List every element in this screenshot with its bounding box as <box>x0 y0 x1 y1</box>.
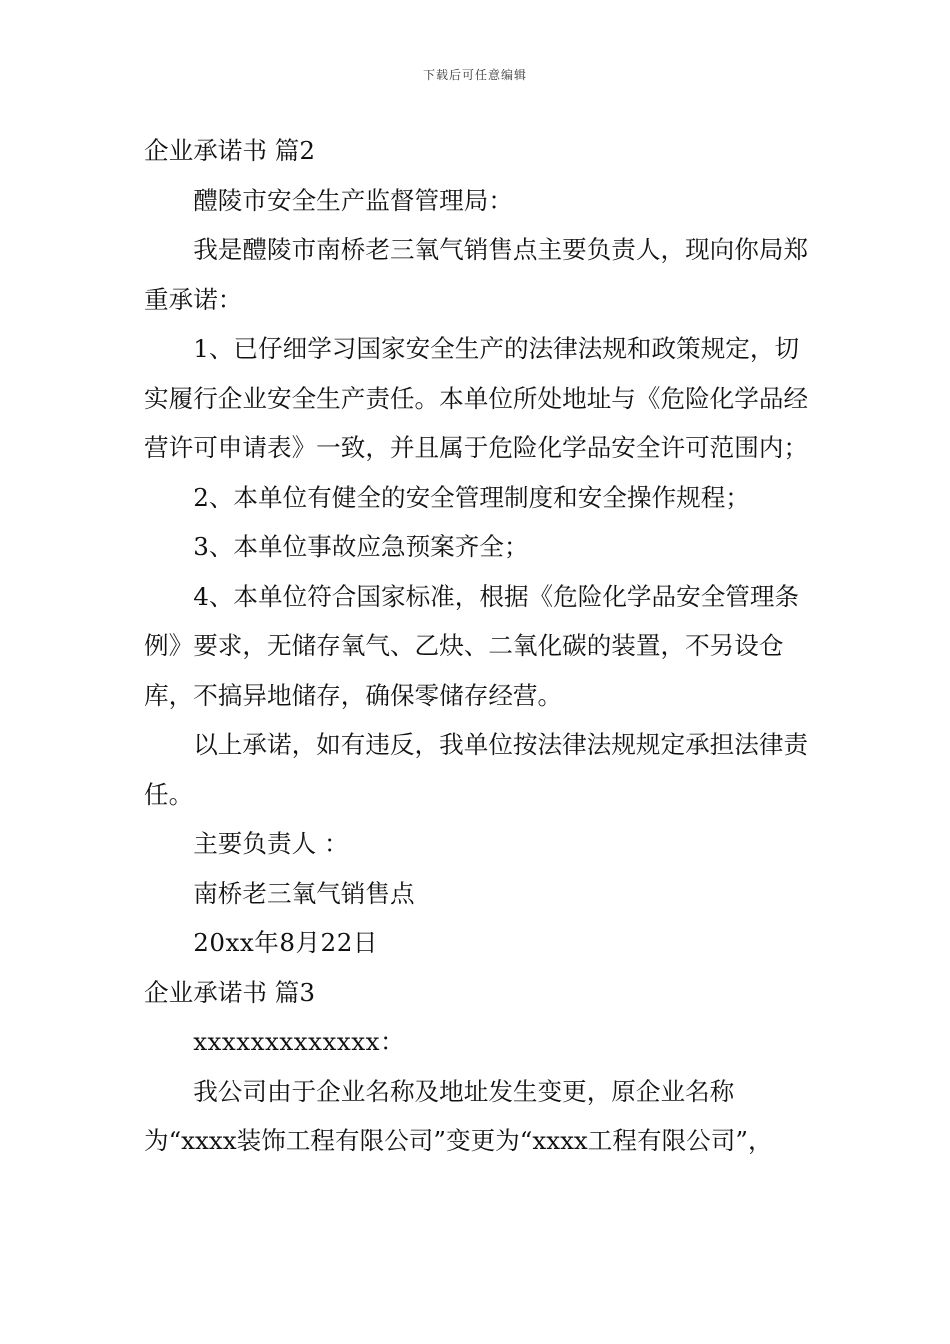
section-3-title: 企业承诺书 篇3 <box>144 977 316 1007</box>
company-name: 南桥老三氧气销售点 <box>193 878 415 908</box>
section-3-intro: 我公司由于企业名称及地址发生变更，原企业名称为“xxxx装饰工程有限公司”变更为“xxxx工程有限公司”， <box>144 1076 773 1155</box>
section-3-addressee: xxxxxxxxxxxxx： <box>193 1027 406 1056</box>
header-note: 下载后可任意编辑 <box>422 68 527 82</box>
section-2-closing: 以上承诺，如有违反，我单位按法律法规规定承担法律责任。 <box>144 730 809 809</box>
section-2-intro: 我是醴陵市南桥老三氧气销售点主要负责人，现向你局郑重承诺： <box>144 235 809 314</box>
document-body <box>144 126 814 1166</box>
section-2-item-4: 4、本单位符合国家标准，根据《危险化学品安全管理条例》要求，无储存氧气、乙炔、二氧化碳的装置，不另设仓库，不搞异地储存，确保零储存经营。 <box>144 581 800 710</box>
section-2-item-3: 3、本单位事故应急预案齐全； <box>193 532 529 561</box>
section-2-item-2: 2、本单位有健全的安全管理制度和安全操作规程； <box>193 482 750 512</box>
section-2-item-1: 1、已仔细学习国家安全生产的法律法规和政策规定，切实履行企业安全生产责任。本单位所处地址与《危险化学品经营许可申请表》一致，并且属于危险化学品安全许可范围内； <box>144 334 809 462</box>
signature-date: 20xx年8月22日 <box>193 928 378 957</box>
section-2-addressee: 醴陵市安全生产监督管理局： <box>193 185 513 215</box>
section-2-title: 企业承诺书 篇2 <box>144 136 316 165</box>
signer-label: 主要负责人 ： <box>193 829 349 858</box>
